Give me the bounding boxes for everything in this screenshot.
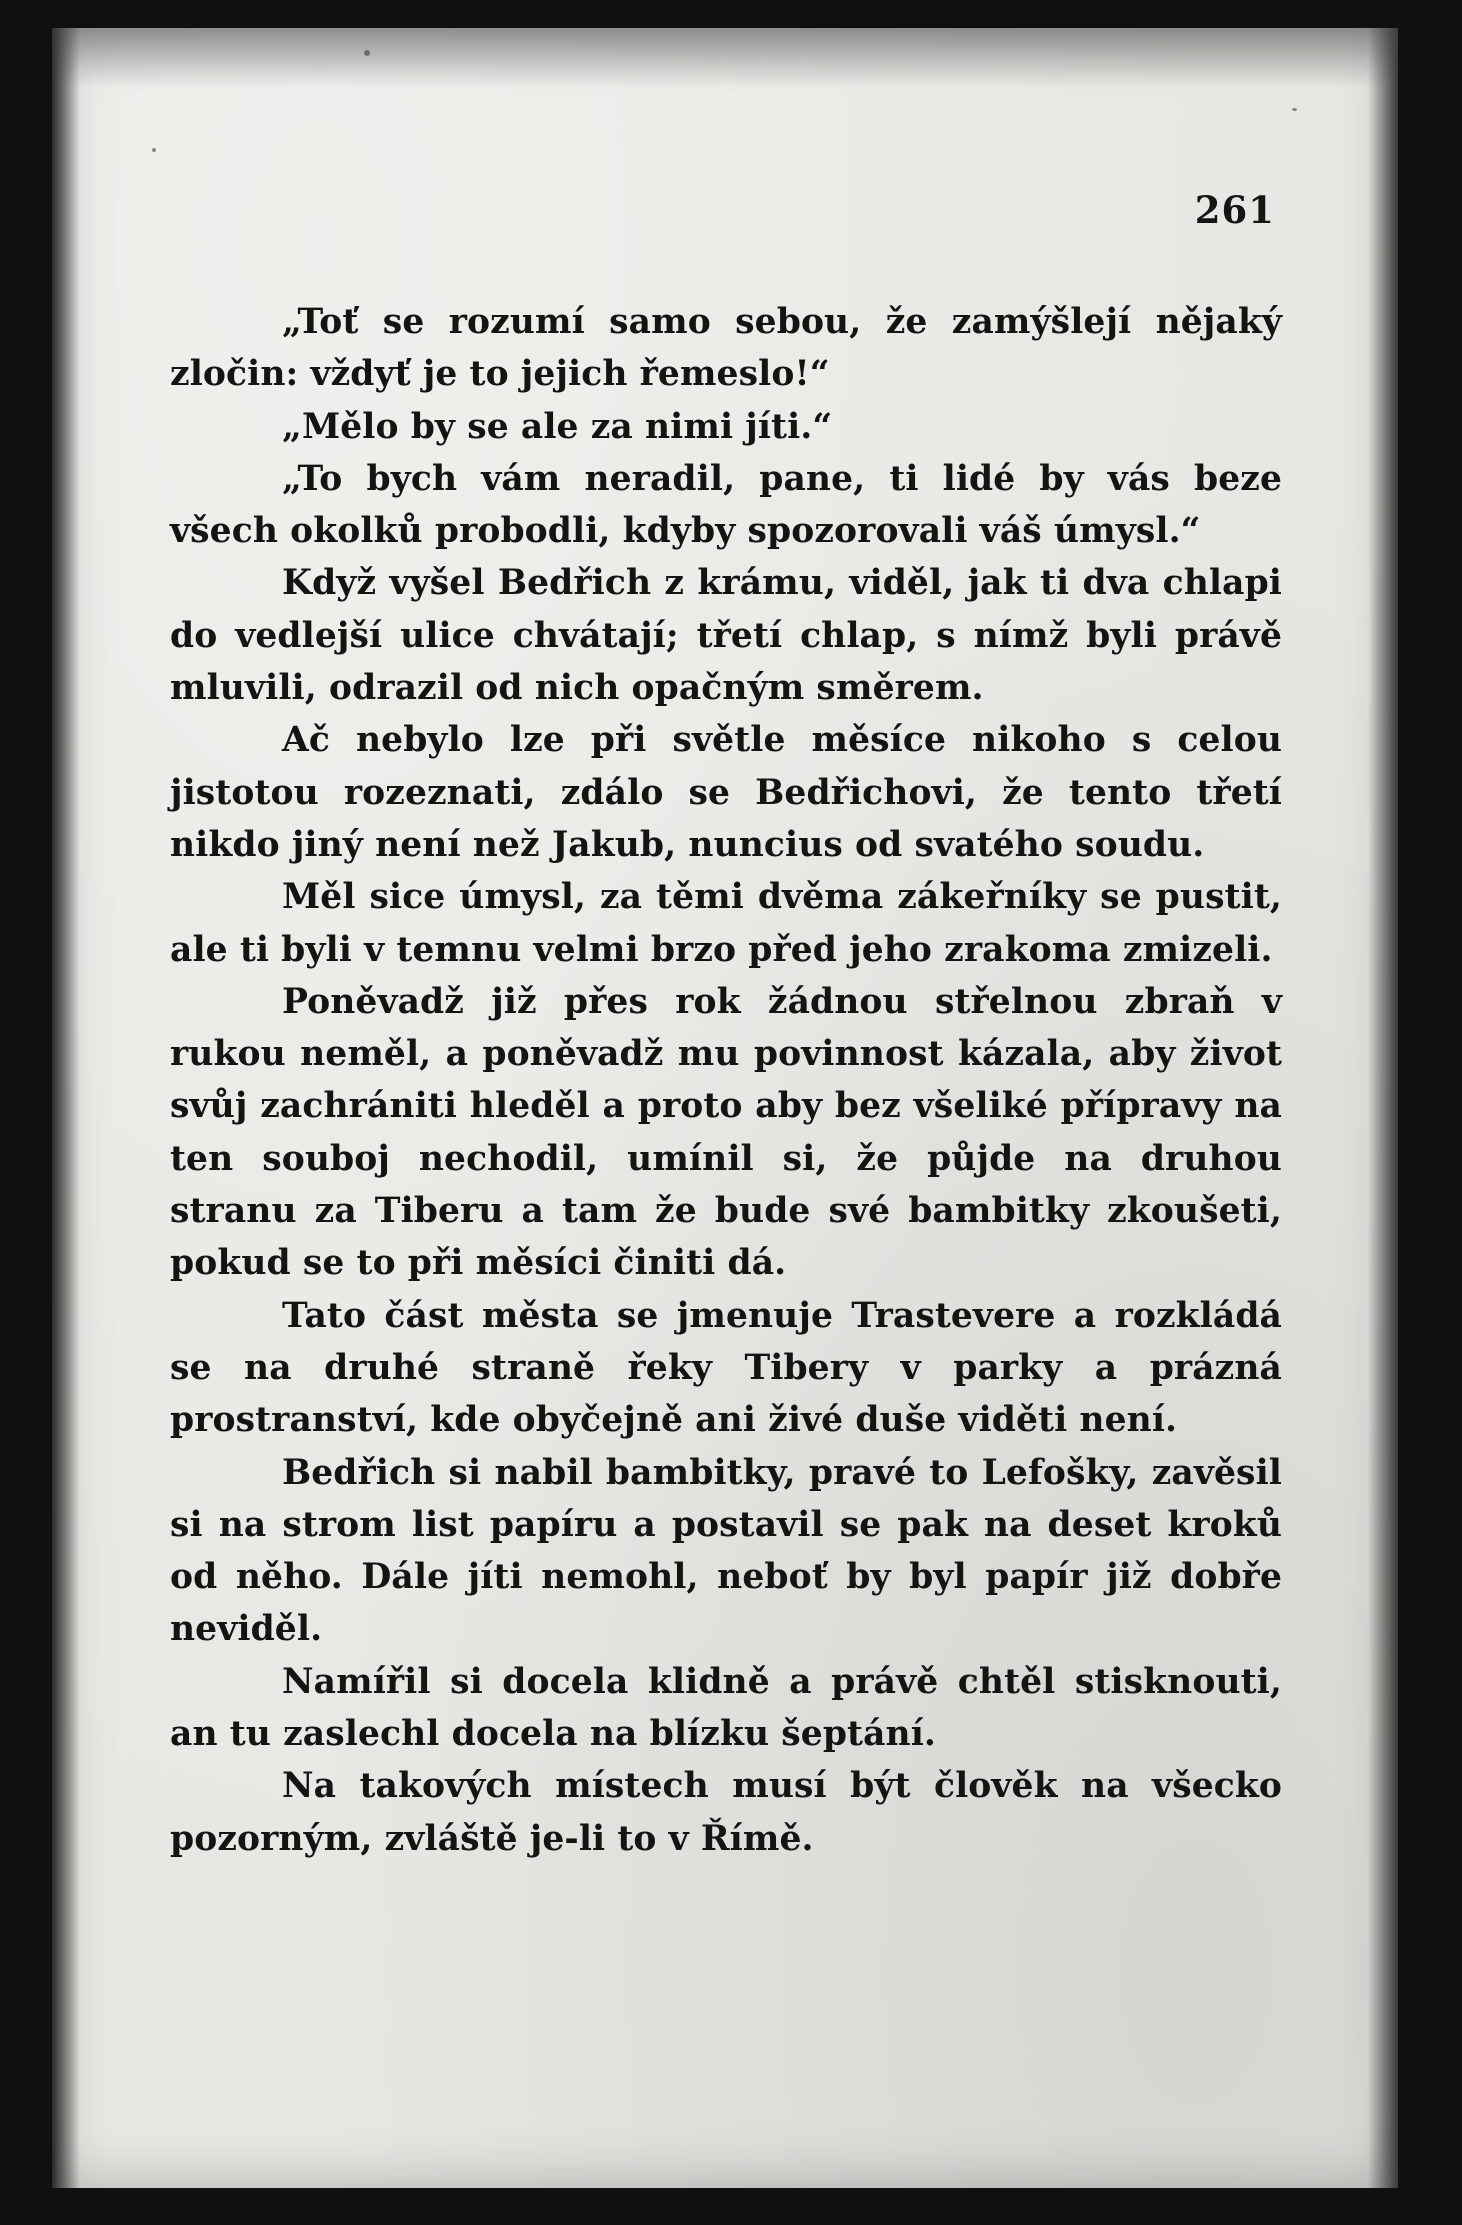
- paragraph: Namířil si docela klidně a právě chtěl stisknouti, an tu zaslechl docela na blízku šeptání.: [170, 1661, 1282, 1755]
- page-number: 261: [1194, 188, 1275, 232]
- book-page: [52, 28, 1398, 2188]
- paragraph: Poněvadž již přes rok žádnou střelnou zbraň v rukou neměl, a poněvadž mu povinnost kázala, aby život svůj zachrániti hleděl a proto aby bez všeliké přípravy na ten souboj nechodil, umínil si, že půjde na druhou stranu za Tiberu a tam že bude své bambitky zkoušeti, pokud se to při měsíci činiti dá.: [170, 981, 1282, 1284]
- paragraph: „Toť se rozumí samo sebou, že zamýšlejí nějaký zločin: vždyť je to jejich řemeslo!“: [170, 302, 1282, 395]
- page-edge-top: [52, 28, 1398, 88]
- ink-speck: [152, 148, 156, 152]
- paragraph: Na takových místech musí být člověk na všecko pozorným, zvláště je-li to v Římě.: [170, 1766, 1282, 1859]
- paragraph: Měl sice úmysl, za těmi dvěma zákeřníky se pustit, ale ti byli v temnu velmi brzo před jeho zrakoma zmizeli.: [170, 877, 1282, 970]
- paragraph: Ač nebylo lze při světle měsíce nikoho s celou jistotou rozeznati, zdálo se Bedřichovi, že tento třetí nikdo jiný není než Jakub, nuncius od svatého soudu.: [170, 720, 1282, 865]
- paragraph: „To bych vám neradil, pane, ti lidé by vás beze všech okolků probodli, kdyby spozorovali váš úmysl.“: [170, 458, 1282, 552]
- ink-speck: [1292, 108, 1297, 111]
- paragraph: Tato část města se jmenuje Trastevere a rozkládá se na druhé straně řeky Tibery v parky a prázná prostranství, kde obyčejně ani živé duše viděti není.: [170, 1295, 1282, 1441]
- body-text: [170, 296, 1282, 1865]
- ink-speck: [364, 50, 370, 56]
- paragraph: Když vyšel Bedřich z krámu, viděl, jak ti dva chlapi do vedlejší ulice chvátají; třetí chlap, s nímž byli právě mluvili, odrazil od nich opačným směrem.: [170, 563, 1282, 709]
- page-edge-left: [52, 28, 80, 2188]
- paragraph: „Mělo by se ale za nimi jíti.“: [282, 406, 833, 447]
- page-edge-right: [1368, 28, 1398, 2188]
- paragraph: Bedřich si nabil bambitky, pravé to Lefošky, zavěsil si na strom list papíru a postavil se pak na deset kroků od něho. Dále jíti nemohl, neboť by byl papír již dobře neviděl.: [170, 1452, 1282, 1650]
